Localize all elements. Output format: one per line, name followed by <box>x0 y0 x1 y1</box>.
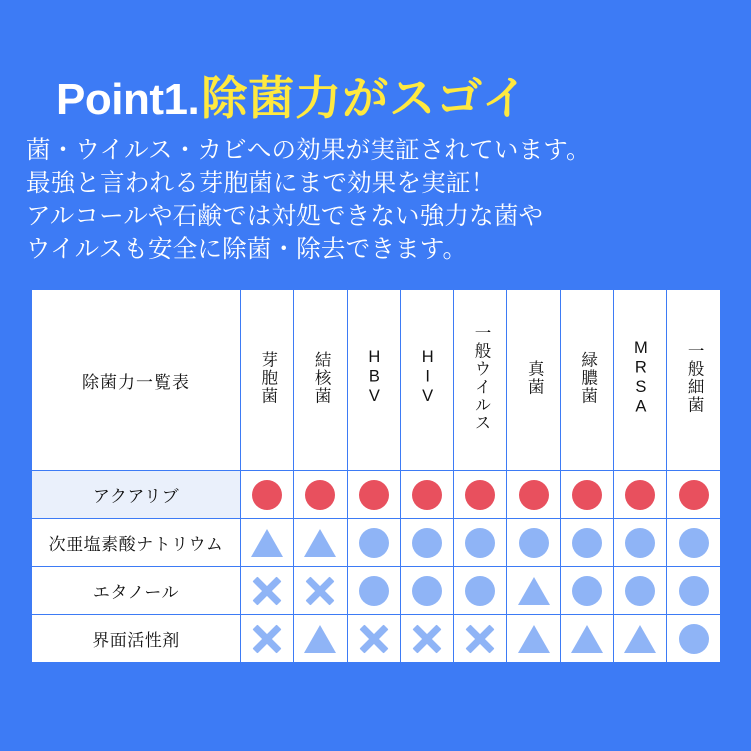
cell-r2-c4 <box>400 519 453 567</box>
table-header-row <box>32 290 721 471</box>
cell-r4-c9 <box>667 615 720 663</box>
cell-r2-c1 <box>241 519 294 567</box>
blue-circle-icon <box>519 528 549 558</box>
column-header-1 <box>241 290 294 471</box>
blue-triangle-icon <box>304 625 336 653</box>
table-row <box>32 567 721 615</box>
red-circle-icon <box>572 480 602 510</box>
headline-emphasis: 除菌力がスゴイ <box>201 72 529 124</box>
red-circle-icon <box>252 480 282 510</box>
row-label-4: 界面活性剤 <box>32 615 241 663</box>
blue-triangle-icon <box>304 529 336 557</box>
cell-r3-c1 <box>241 567 294 615</box>
cell-r4-c8 <box>614 615 667 663</box>
cell-r2-c2 <box>294 519 347 567</box>
column-header-2 <box>294 290 347 471</box>
blue-cross-icon <box>252 576 282 606</box>
lead-line-2: 最強と言われる芽胞菌にまで効果を実証！ <box>26 170 496 197</box>
cell-r3-c5 <box>454 567 507 615</box>
column-header-5 <box>454 290 507 471</box>
cell-r4-c1 <box>241 615 294 663</box>
blue-triangle-icon <box>251 529 283 557</box>
blue-cross-icon <box>412 624 442 654</box>
cell-r3-c9 <box>667 567 720 615</box>
cell-r3-c7 <box>560 567 613 615</box>
blue-circle-icon <box>412 528 442 558</box>
column-header-label: 一般細菌 <box>685 341 704 414</box>
column-header-9 <box>667 290 720 471</box>
column-header-label: HBV <box>365 348 384 407</box>
blue-circle-icon <box>679 528 709 558</box>
lead-line-3: アルコールや石鹸では対処できない強力な菌や <box>26 203 544 230</box>
cell-r2-c7 <box>560 519 613 567</box>
cell-r1-c1 <box>241 471 294 519</box>
cell-r3-c6 <box>507 567 560 615</box>
column-header-label: 緑膿菌 <box>578 350 597 405</box>
blue-triangle-icon <box>624 625 656 653</box>
column-header-6 <box>507 290 560 471</box>
cell-r1-c4 <box>400 471 453 519</box>
cell-r1-c7 <box>560 471 613 519</box>
blue-circle-icon <box>625 528 655 558</box>
cell-r3-c2 <box>294 567 347 615</box>
row-label-1: アクアリブ <box>32 471 241 519</box>
cell-r1-c6 <box>507 471 560 519</box>
cell-r4-c7 <box>560 615 613 663</box>
lead-paragraph <box>26 134 591 266</box>
column-header-label: 真菌 <box>525 359 544 396</box>
lead-line-4: ウイルスも安全に除菌・除去できます。 <box>26 236 468 263</box>
cell-r4-c3 <box>347 615 400 663</box>
column-header-label: 一般ウイルス <box>471 323 490 432</box>
red-circle-icon <box>305 480 335 510</box>
lead-line-1: 菌・ウイルス・カビへの効果が実証されています。 <box>26 137 591 164</box>
cell-r4-c6 <box>507 615 560 663</box>
column-header-4 <box>400 290 453 471</box>
table-row <box>32 519 721 567</box>
blue-cross-icon <box>359 624 389 654</box>
blue-triangle-icon <box>518 577 550 605</box>
cell-r2-c9 <box>667 519 720 567</box>
red-circle-icon <box>519 480 549 510</box>
blue-circle-icon <box>679 576 709 606</box>
blue-triangle-icon <box>571 625 603 653</box>
comparison-table <box>31 289 721 663</box>
column-header-3 <box>347 290 400 471</box>
blue-circle-icon <box>465 528 495 558</box>
blue-circle-icon <box>359 576 389 606</box>
cell-r3-c4 <box>400 567 453 615</box>
cell-r2-c8 <box>614 519 667 567</box>
blue-circle-icon <box>625 576 655 606</box>
blue-cross-icon <box>252 624 282 654</box>
red-circle-icon <box>359 480 389 510</box>
red-circle-icon <box>679 480 709 510</box>
red-circle-icon <box>412 480 442 510</box>
row-label-2: 次亜塩素酸ナトリウム <box>32 519 241 567</box>
cell-r1-c5 <box>454 471 507 519</box>
blue-circle-icon <box>412 576 442 606</box>
cell-r1-c3 <box>347 471 400 519</box>
row-label-3: エタノール <box>32 567 241 615</box>
cell-r4-c2 <box>294 615 347 663</box>
page-title <box>56 62 529 128</box>
point-label: Point1. <box>56 75 200 124</box>
blue-circle-icon <box>572 576 602 606</box>
blue-cross-icon <box>305 576 335 606</box>
cell-r2-c5 <box>454 519 507 567</box>
blue-circle-icon <box>572 528 602 558</box>
column-header-7 <box>560 290 613 471</box>
red-circle-icon <box>465 480 495 510</box>
blue-triangle-icon <box>518 625 550 653</box>
column-header-label: 結核菌 <box>312 350 331 405</box>
blue-circle-icon <box>465 576 495 606</box>
blue-circle-icon <box>679 624 709 654</box>
table-row <box>32 471 721 519</box>
column-header-label: 芽胞菌 <box>258 350 277 405</box>
table-row <box>32 615 721 663</box>
blue-circle-icon <box>359 528 389 558</box>
cell-r1-c8 <box>614 471 667 519</box>
column-header-label: MRSA <box>631 338 650 417</box>
red-circle-icon <box>625 480 655 510</box>
table-corner-label: 除菌力一覧表 <box>32 290 241 471</box>
cell-r1-c9 <box>667 471 720 519</box>
column-header-8 <box>614 290 667 471</box>
comparison-table-wrapper <box>31 289 720 663</box>
cell-r4-c4 <box>400 615 453 663</box>
cell-r2-c6 <box>507 519 560 567</box>
column-header-label: HIV <box>418 348 437 407</box>
cell-r1-c2 <box>294 471 347 519</box>
cell-r3-c3 <box>347 567 400 615</box>
cell-r2-c3 <box>347 519 400 567</box>
blue-cross-icon <box>465 624 495 654</box>
cell-r3-c8 <box>614 567 667 615</box>
cell-r4-c5 <box>454 615 507 663</box>
